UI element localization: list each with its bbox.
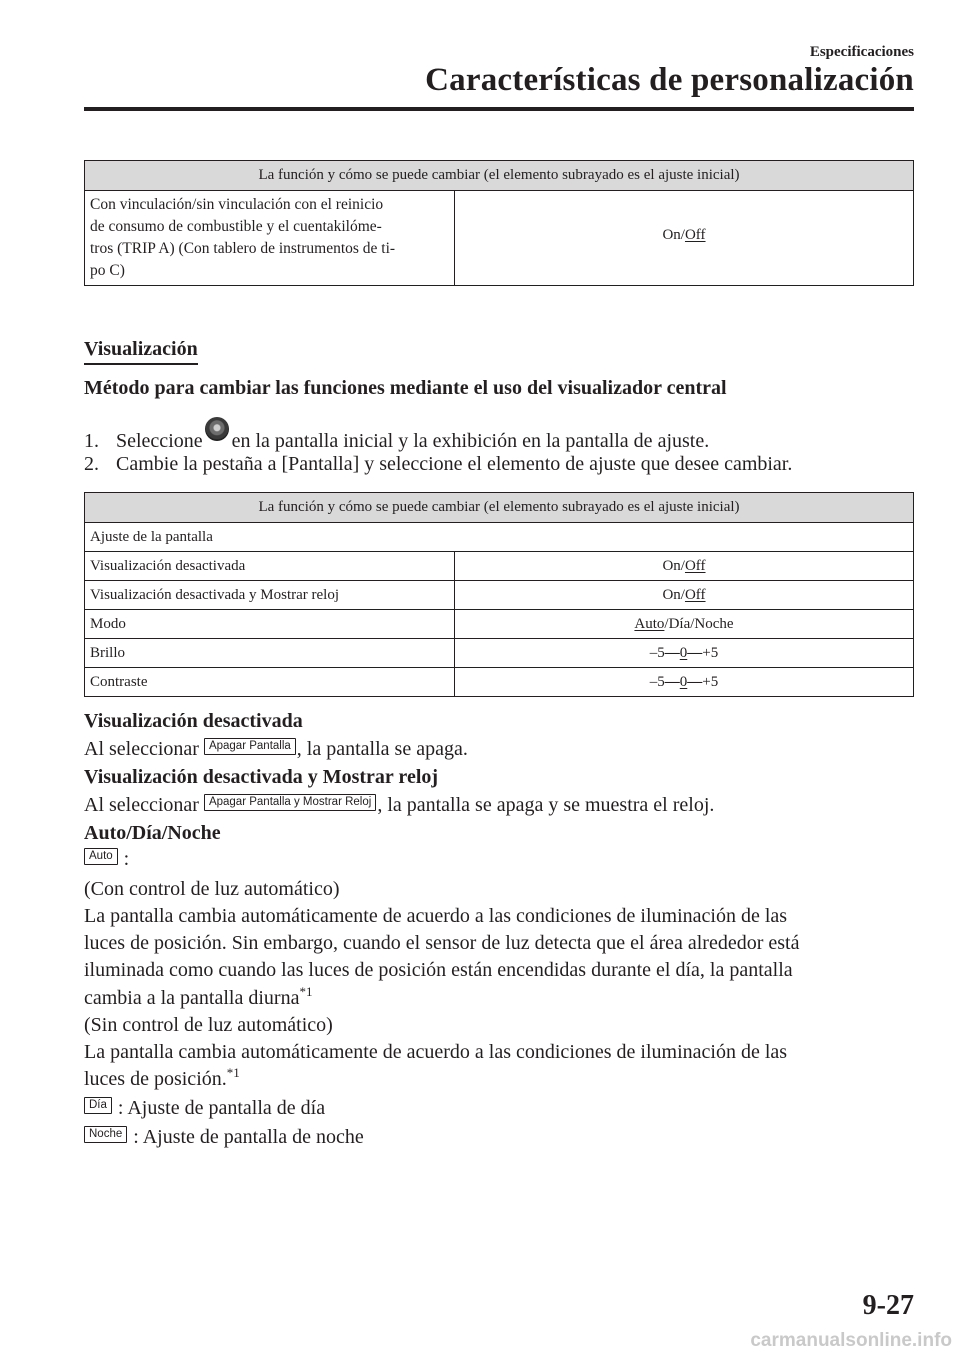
range-dash: ―: [664, 673, 680, 690]
row-label: Visualización desactivada: [85, 552, 455, 581]
table-header: La función y cómo se puede cambiar (el elemento subrayado es el ajuste inicial): [85, 161, 914, 191]
initial-setting-value: Auto: [634, 615, 665, 632]
header-section: Especificaciones: [809, 44, 914, 60]
noche-button[interactable]: Noche: [84, 1126, 127, 1143]
row-value: [455, 668, 914, 697]
item-heading: Auto/Día/Noche: [84, 822, 221, 844]
row-label: Modo: [85, 610, 455, 639]
value-text: +5: [702, 644, 719, 661]
value-text: +5: [702, 673, 719, 690]
settings-table-1: [84, 160, 914, 286]
paragraph: luces de posición. Sin embargo, cuando el sensor de luz detecta que el área alrededor está: [84, 932, 800, 954]
paragraph: (Sin control de luz automático): [84, 1014, 333, 1036]
row-label-line: de consumo de combustible y el cuentakilóme-: [90, 218, 382, 235]
step-text: en la pantalla inicial y la exhibición en la pantalla de ajuste.: [231, 430, 710, 452]
step-text: Seleccione: [116, 430, 203, 452]
step-number: 2.: [84, 453, 99, 475]
paragraph-text: Al seleccionar: [84, 794, 199, 816]
paragraph: [84, 1065, 240, 1091]
table-row: [85, 668, 914, 697]
table-row: [85, 639, 914, 668]
paragraph-text: , la pantalla se apaga y se muestra el reloj.: [377, 794, 715, 816]
header-rule: [84, 107, 914, 111]
paragraph-text: luces de posición.: [84, 1068, 227, 1090]
row-value: [455, 639, 914, 668]
value-text: –5: [649, 673, 665, 690]
value-text: –5: [649, 644, 665, 661]
initial-setting-value: Off: [684, 586, 706, 603]
value-text: /Día/Noche: [664, 615, 734, 632]
paragraph: [84, 794, 714, 817]
row-value: [455, 610, 914, 639]
table-row: [85, 581, 914, 610]
row-label-line: tros (TRIP A) (Con tablero de instrumentos de ti-: [90, 240, 396, 257]
step-number: 1.: [84, 430, 99, 452]
table-header: La función y cómo se puede cambiar (el elemento subrayado es el ajuste inicial): [85, 493, 914, 523]
paragraph: (Con control de luz automático): [84, 878, 340, 900]
footnote-marker: *1: [226, 1065, 240, 1080]
table-row: [85, 552, 914, 581]
table-section-title: Ajuste de la pantalla: [85, 523, 914, 552]
value-text: On/: [662, 586, 685, 603]
initial-setting-value: Off: [684, 557, 706, 574]
item-heading: Visualización desactivada y Mostrar reloj: [84, 766, 439, 788]
paragraph-text: Al seleccionar: [84, 738, 199, 760]
range-dash: ―: [687, 644, 703, 661]
subsection-heading: Método para cambiar las funciones mediante el uso del visualizador central: [84, 377, 727, 399]
table-row: [85, 610, 914, 639]
page-number: 9-27: [862, 1290, 914, 1321]
table-row: [85, 191, 914, 286]
paragraph: [84, 1126, 364, 1149]
row-value: [455, 581, 914, 610]
step-2: [84, 453, 792, 476]
row-label: Visualización desactivada y Mostrar reloj: [85, 581, 455, 610]
paragraph: [84, 984, 313, 1010]
initial-setting-value: 0: [679, 673, 688, 690]
paragraph: iluminada como cuando las luces de posición están encendidas durante el día, la pantalla: [84, 959, 793, 981]
row-label: Brillo: [85, 639, 455, 668]
watermark: carmanualsonline.info: [750, 1330, 952, 1351]
item-heading: Visualización desactivada: [84, 710, 303, 732]
row-label-line: po C): [90, 262, 125, 279]
row-value: [455, 191, 914, 286]
section-heading: Visualización: [84, 338, 198, 365]
initial-setting-value: 0: [679, 644, 688, 661]
auto-button[interactable]: Auto: [84, 848, 118, 865]
range-dash: ―: [664, 644, 680, 661]
paragraph-text: : Ajuste de pantalla de noche: [133, 1126, 364, 1148]
paragraph-text: :: [123, 848, 130, 870]
range-dash: ―: [687, 673, 703, 690]
initial-setting-value: Off: [684, 227, 706, 243]
paragraph-text: cambia a la pantalla diurna: [84, 987, 300, 1009]
paragraph: La pantalla cambia automáticamente de acuerdo a las condiciones de iluminación de las: [84, 905, 788, 927]
value-text: On/: [662, 227, 685, 243]
row-label-line: Con vinculación/sin vinculación con el reinicio: [90, 196, 384, 213]
paragraph: La pantalla cambia automáticamente de acuerdo a las condiciones de iluminación de las: [84, 1041, 788, 1063]
paragraph-text: : Ajuste de pantalla de día: [117, 1097, 326, 1119]
paragraph: [84, 1097, 325, 1120]
dia-button[interactable]: Día: [84, 1097, 112, 1114]
page-title: Características de personalización: [425, 62, 914, 98]
row-value: [455, 552, 914, 581]
settings-table-2: [84, 492, 914, 697]
step-text: Cambie la pestaña a [Pantalla] y seleccione el elemento de ajuste que desee cambiar.: [116, 453, 793, 475]
step-1: [84, 425, 709, 453]
apagar-pantalla-mostrar-reloj-button[interactable]: Apagar Pantalla y Mostrar Reloj: [204, 794, 376, 811]
value-text: On/: [662, 557, 685, 574]
row-label: Contraste: [85, 668, 455, 697]
paragraph: [84, 848, 129, 871]
paragraph: [84, 738, 468, 761]
apagar-pantalla-button[interactable]: Apagar Pantalla: [204, 738, 296, 755]
paragraph-text: , la pantalla se apaga.: [296, 738, 468, 760]
row-label: [85, 191, 455, 286]
footnote-marker: *1: [299, 984, 313, 999]
settings-icon: [205, 417, 229, 441]
